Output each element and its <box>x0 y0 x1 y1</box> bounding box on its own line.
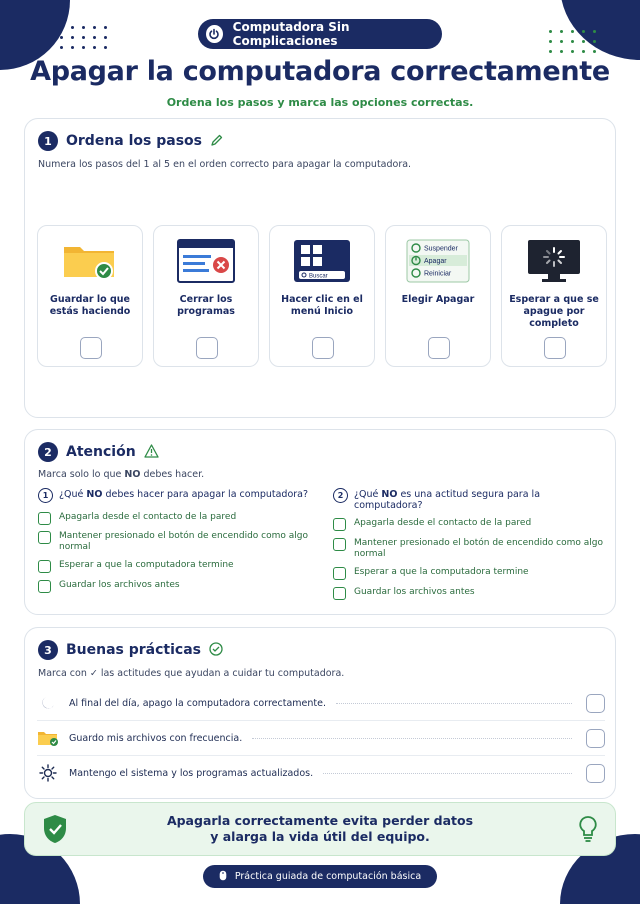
power-option: Apagar <box>424 258 447 265</box>
divider <box>336 703 572 704</box>
step-number-box[interactable] <box>312 337 334 359</box>
option-checkbox[interactable] <box>38 531 51 544</box>
gear-icon <box>37 764 59 782</box>
folder-check-icon <box>38 238 142 284</box>
option[interactable]: Guardar los archivos antes <box>333 587 603 600</box>
option-checkbox[interactable] <box>38 560 51 573</box>
section-instruction: Marca solo lo que NO debes hacer. <box>38 469 205 480</box>
power-icon <box>206 25 223 43</box>
step-number-box[interactable] <box>544 337 566 359</box>
option-checkbox[interactable] <box>38 580 51 593</box>
tip-banner <box>24 802 616 856</box>
option[interactable]: Apagarla desde el contacto de la pared <box>38 512 308 525</box>
step-label: Hacer clic en el menú Inicio <box>281 294 363 317</box>
option[interactable]: Esperar a que la computadora termine <box>333 567 603 580</box>
divider <box>37 720 605 721</box>
section-number: 2 <box>38 442 58 462</box>
banner-line: y alarga la vida útil del equipo. <box>210 829 430 844</box>
check-circle-icon <box>209 641 223 660</box>
page-subtitle: Ordena los pasos y marca las opciones correctas. <box>166 96 474 109</box>
window-close-icon <box>154 238 258 284</box>
practice-checkbox[interactable] <box>586 764 605 783</box>
header-pill <box>198 19 442 49</box>
section-instruction: Numera los pasos del 1 al 5 en el orden correcto para apagar la computadora. <box>38 159 412 170</box>
step-number-box[interactable] <box>80 337 102 359</box>
option[interactable]: Esperar a que la computadora termine <box>38 560 308 573</box>
section-title: Ordena los pasos <box>66 133 202 149</box>
step-card <box>153 225 259 367</box>
divider <box>37 755 605 756</box>
start-menu-search: Buscar <box>309 273 328 280</box>
banner-line: Apagarla correctamente evita perder datos <box>166 813 474 828</box>
pencil-icon <box>210 132 224 151</box>
section-title: Atención <box>66 444 136 460</box>
practice-text: Mantengo el sistema y los programas actualizados. <box>69 767 314 779</box>
mouse-icon <box>219 870 227 884</box>
footer-pill <box>203 865 437 888</box>
dot-pattern <box>549 30 596 53</box>
practice-checkbox[interactable] <box>586 729 605 748</box>
power-option: Reiniciar <box>424 270 452 278</box>
step-card <box>385 225 491 367</box>
practice-item <box>37 688 605 718</box>
monitor-loading-icon <box>502 238 606 284</box>
section-instruction: Marca con ✓ las actitudes que ayudan a cuidar tu computadora. <box>38 668 345 679</box>
question-number: 2 <box>333 488 348 503</box>
practice-text: Guardo mis archivos con frecuencia. <box>69 732 243 744</box>
section-title: Buenas prácticas <box>66 642 201 658</box>
practice-item <box>37 758 605 788</box>
option-checkbox[interactable] <box>333 587 346 600</box>
step-label: Guardar lo que estás haciendo <box>49 294 131 317</box>
question-number: 1 <box>38 488 53 503</box>
footer-label: Práctica guiada de computación básica <box>234 871 422 882</box>
step-number-box[interactable] <box>196 337 218 359</box>
option[interactable]: Mantener presionado el botón de encendido como algo normal <box>38 531 308 553</box>
folder-check-icon <box>37 730 59 746</box>
moon-icon <box>37 695 59 711</box>
option-checkbox[interactable] <box>333 518 346 531</box>
section-good-practices <box>24 627 616 799</box>
step-label: Esperar a que se apague por completo <box>509 294 599 329</box>
option-checkbox[interactable] <box>333 538 346 551</box>
start-menu-icon <box>270 238 374 284</box>
section-number: 3 <box>38 640 58 660</box>
power-option: Suspender <box>424 245 458 253</box>
lightbulb-icon <box>578 815 598 847</box>
practice-checkbox[interactable] <box>586 694 605 713</box>
page-title: Apagar la computadora correctamente <box>30 56 610 87</box>
section-number: 1 <box>38 131 58 151</box>
section-order-steps <box>24 118 616 418</box>
power-menu-icon <box>386 238 490 284</box>
practice-item <box>37 723 605 753</box>
option-checkbox[interactable] <box>333 567 346 580</box>
step-card <box>501 225 607 367</box>
step-card <box>37 225 143 367</box>
section-attention <box>24 429 616 615</box>
practice-text: Al final del día, apago la computadora correctamente. <box>69 697 326 709</box>
dot-pattern <box>60 26 107 49</box>
warning-icon <box>144 443 159 462</box>
question: 2 ¿Qué NO es una actitud segura para la computadora? <box>333 488 573 511</box>
header-pill-label: Computadora Sin Complicaciones <box>232 20 350 48</box>
option-checkbox[interactable] <box>38 512 51 525</box>
option[interactable]: Mantener presionado el botón de encendido como algo normal <box>333 538 603 560</box>
step-label: Elegir Apagar <box>401 294 475 305</box>
divider <box>323 773 572 774</box>
step-number-box[interactable] <box>428 337 450 359</box>
question: 1 ¿Qué NO debes hacer para apagar la computadora? <box>38 488 318 503</box>
option[interactable]: Apagarla desde el contacto de la pared <box>333 518 603 531</box>
divider <box>252 738 572 739</box>
option[interactable]: Guardar los archivos antes <box>38 580 308 593</box>
step-card <box>269 225 375 367</box>
step-label: Cerrar los programas <box>177 294 235 317</box>
